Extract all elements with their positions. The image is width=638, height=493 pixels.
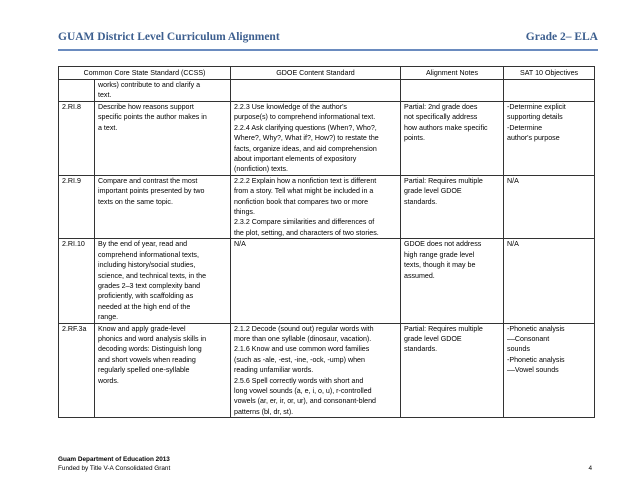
cell-text-line: regularly spelled one-syllable (98, 366, 190, 375)
cell-notes (401, 239, 504, 323)
cell-ccss (95, 175, 231, 238)
cell-text-line: not specifically address (404, 113, 478, 122)
cell-gdoe (231, 102, 401, 176)
cell-text-line: 2.3.2 Compare similarities and differences of (234, 218, 375, 227)
footer-funding: Funded by Title V-A Consolidated Grant (58, 465, 171, 472)
page-number: 4 (588, 465, 592, 472)
standard-code: 2.RI.8 (59, 102, 95, 176)
cell-text-line: N/A (507, 240, 519, 249)
cell-text-line: Partial: Requires multiple (404, 176, 483, 185)
cell-text-line: Know and apply grade-level (98, 324, 186, 333)
cell-text-line: needed at the high end of the (98, 302, 191, 311)
grade-label: Grade 2– ELA (525, 31, 598, 43)
cell-text-line: standards. (404, 197, 438, 206)
cell-text-line: (nonfiction) texts. (234, 165, 289, 174)
cell-text-line: science, and technical texts, in the (98, 271, 207, 280)
cell-text-line: Partial: Requires multiple (404, 324, 483, 333)
cell-text-line: Describe how reasons support (98, 103, 194, 111)
cell-text-line: things. (234, 208, 255, 217)
cell-text-line: N/A (507, 176, 519, 185)
cell-text-line: decoding words: Distinguish long (98, 345, 202, 354)
cell-text-line: 2.2.3 Use knowledge of the author's (234, 103, 347, 111)
cell-text-line: high range grade level (404, 250, 475, 259)
cell-text-line: GDOE does not address (404, 240, 482, 249)
cell-text-line: proficiently, with scaffolding as (98, 292, 194, 301)
cell-notes (401, 80, 504, 102)
cell-text-line: works) contribute to and clarify a (98, 81, 201, 89)
cell-text-line: -Determine explicit (507, 103, 566, 111)
alignment-table (58, 66, 595, 418)
cell-text-line: nonfiction book that compares two or more (234, 197, 369, 206)
standard-code: 2.RI.9 (59, 175, 95, 238)
table-row (59, 80, 595, 102)
cell-text-line: how authors make specific (404, 123, 488, 132)
cell-text-line: -Determine (507, 123, 543, 132)
page-header (58, 31, 598, 47)
table-row (59, 175, 595, 238)
cell-text-line: sounds (507, 345, 530, 354)
cell-gdoe (231, 175, 401, 238)
footer-organization: Guam Department of Education 2013 (58, 456, 170, 463)
cell-text-line: the plot, setting, and characters of two stories. (234, 228, 379, 237)
standard-code: 2.RI.10 (59, 239, 95, 323)
cell-text-line: grade level GDOE (404, 334, 462, 343)
table-row (59, 239, 595, 323)
cell-text-line: specific points the author makes in (98, 113, 207, 122)
column-header-sat: SAT 10 Objectives (504, 67, 595, 80)
cell-sat (504, 102, 595, 176)
cell-gdoe (231, 80, 401, 102)
cell-text-line: long vowel sounds (a, e, i, o, u), r-controlled (234, 386, 372, 395)
cell-text-line: Where?, Why?, What if?, How?) to restate the (234, 134, 379, 143)
cell-notes (401, 175, 504, 238)
cell-sat (504, 239, 595, 323)
cell-text-line: facts, organize ideas, and aid comprehension (234, 144, 377, 153)
cell-text-line: 2.2.4 Ask clarifying questions (When?, Who?, (234, 123, 377, 132)
cell-text-line: range. (98, 313, 119, 322)
column-header-ccss: Common Core State Standard (CCSS) (59, 67, 231, 80)
cell-text-line: 2.2.2 Explain how a nonfiction text is different (234, 176, 377, 185)
cell-text-line: texts on the same topic. (98, 197, 173, 206)
cell-ccss (95, 102, 231, 176)
cell-text-line: reading unfamiliar words. (234, 366, 314, 375)
cell-text-line: grade level GDOE (404, 187, 462, 196)
cell-text-line: a text. (98, 123, 118, 132)
cell-text-line: points. (404, 134, 425, 143)
cell-text-line: assumed. (404, 271, 435, 280)
standard-code: 2.RF.3a (59, 323, 95, 418)
cell-gdoe (231, 323, 401, 418)
document-title: GUAM District Level Curriculum Alignment (58, 31, 280, 43)
cell-text-line: phonics and word analysis skills in (98, 334, 207, 343)
cell-text-line: 2.1.6 Know and use common word families (234, 345, 370, 354)
cell-text-line: about important elements of expository (234, 155, 357, 164)
cell-text-line: ––Vowel sounds (507, 366, 559, 375)
cell-text-line: By the end of year, read and (98, 240, 188, 249)
cell-text-line: Compare and contrast the most (98, 176, 198, 185)
column-header-notes: Alignment Notes (401, 67, 504, 80)
cell-text-line: important points presented by two (98, 187, 205, 196)
cell-text-line: 2.5.6 Spell correctly words with short and (234, 376, 364, 385)
cell-text-line: and short vowels when reading (98, 355, 196, 364)
cell-sat (504, 323, 595, 418)
cell-text-line: N/A (234, 240, 246, 249)
cell-text-line: text. (98, 91, 112, 100)
cell-text-line: author's purpose (507, 134, 560, 143)
cell-text-line: (such as -ale, -est, -ine, -ock, -ump) when (234, 355, 365, 364)
cell-text-line: patterns (bl, dr, st). (234, 407, 294, 416)
table-row (59, 323, 595, 418)
cell-gdoe (231, 239, 401, 323)
table-body (59, 80, 595, 418)
table-header-row (59, 67, 595, 80)
cell-sat (504, 80, 595, 102)
cell-text-line: comprehend informational texts, (98, 250, 199, 259)
cell-text-line: ––Consonant (507, 334, 550, 343)
cell-text-line: -Phonetic analysis (507, 324, 565, 333)
cell-text-line: words. (98, 376, 119, 385)
cell-sat (504, 175, 595, 238)
cell-text-line: standards. (404, 345, 438, 354)
cell-ccss (95, 239, 231, 323)
standard-code (59, 80, 95, 102)
cell-text-line: more than one syllable (dinosaur, vacation). (234, 334, 372, 343)
cell-ccss (95, 80, 231, 102)
column-header-gdoe: GDOE Content Standard (231, 67, 401, 80)
cell-text-line: texts, though it may be (404, 261, 476, 270)
cell-notes (401, 323, 504, 418)
cell-ccss (95, 323, 231, 418)
header-rule (58, 49, 598, 51)
cell-text-line: purpose(s) to comprehend informational text. (234, 113, 376, 122)
footer (58, 455, 170, 473)
cell-text-line: supporting details (507, 113, 563, 122)
table-row (59, 102, 595, 176)
cell-text-line: from a story. Tell what might be included in a (234, 187, 374, 196)
cell-text-line: 2.1.2 Decode (sound out) regular words with (234, 324, 374, 333)
cell-text-line: grades 2–3 text complexity band (98, 281, 201, 290)
cell-text-line: -Phonetic analysis (507, 355, 565, 364)
cell-text-line: including history/social studies, (98, 261, 196, 270)
cell-notes (401, 102, 504, 176)
cell-text-line: Partial: 2nd grade does (404, 103, 478, 111)
cell-text-line: vowels (ar, er, ir, or, ur), and consonant-blend (234, 397, 376, 406)
